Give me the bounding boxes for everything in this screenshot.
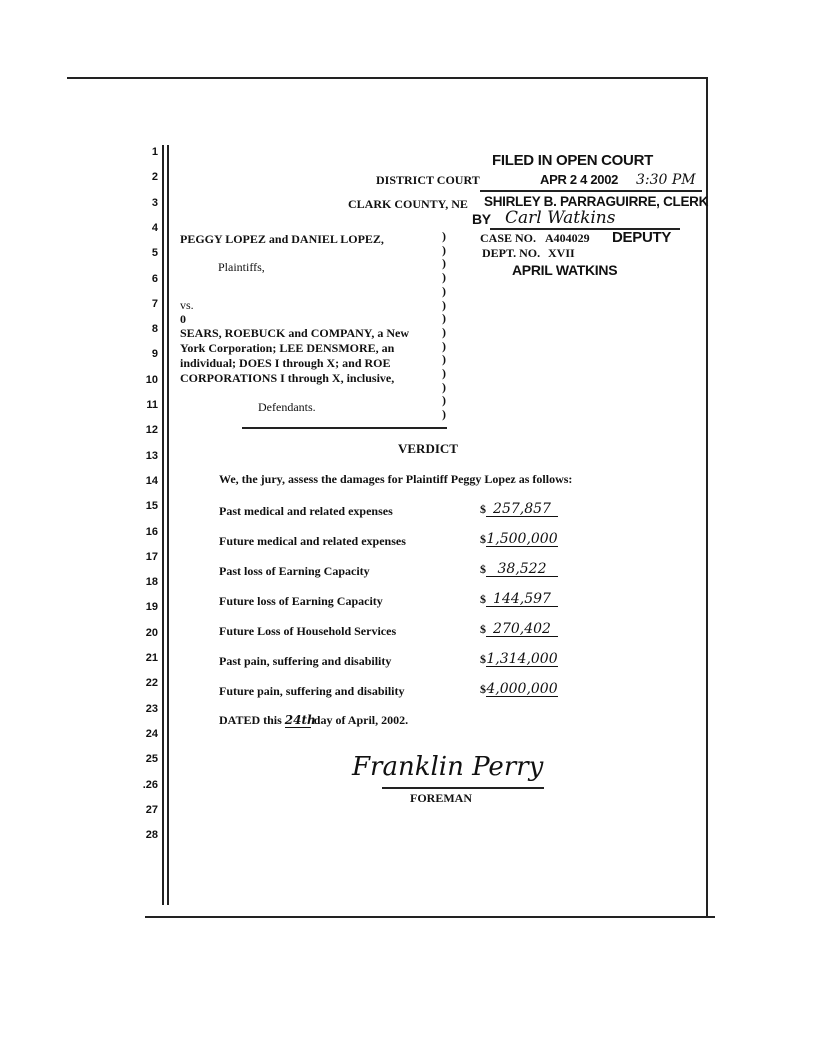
line-number: 7 — [151, 297, 158, 310]
line-number: 6 — [151, 272, 158, 285]
bottom-border — [145, 916, 715, 918]
paren: ) — [442, 270, 446, 285]
damage-amount — [480, 681, 558, 697]
line-number: 10 — [145, 373, 158, 386]
stamp-deputy-name: APRIL WATKINS — [512, 262, 618, 278]
line-number: 24 — [145, 727, 158, 740]
paren: ) — [442, 393, 446, 408]
damage-amount — [480, 561, 558, 577]
damage-label: Future loss of Earning Capacity — [219, 594, 383, 608]
damage-label: Future pain, suffering and disability — [219, 684, 405, 698]
plaintiffs-label: Plaintiffs, — [218, 260, 265, 274]
stamp-rule — [480, 190, 702, 192]
amount-value: 4,000,000 — [486, 681, 558, 697]
line-number: 1 — [151, 146, 158, 158]
amount-value: 1,314,000 — [486, 651, 558, 667]
amount-value: 270,402 — [486, 622, 558, 637]
line-number: 19 — [145, 601, 158, 614]
damage-amount — [480, 621, 558, 637]
amount-value: 1,500,000 — [486, 531, 558, 547]
line-number: 23 — [145, 702, 158, 715]
plaintiffs-names: PEGGY LOPEZ and DANIEL LOPEZ, — [180, 232, 384, 246]
defendant-line: individual; DOES I through X; and ROE — [180, 356, 391, 370]
damage-label: Future Loss of Household Services — [219, 624, 397, 638]
line-number: 17 — [145, 550, 158, 563]
county: CLARK COUNTY, NE — [348, 197, 468, 211]
currency-sign: $ — [480, 652, 486, 666]
clerk-signature: Carl Watkins — [505, 208, 616, 228]
damage-amount — [480, 531, 558, 547]
stamp-by: BY — [472, 211, 491, 227]
verdict-title: VERDICT — [398, 441, 458, 456]
damage-amount — [480, 501, 558, 517]
damage-label: Past pain, suffering and disability — [219, 654, 392, 668]
amount-value: 144,597 — [486, 592, 558, 607]
damage-label: Past medical and related expenses — [219, 504, 393, 518]
stamp-time: 3:30 PM — [636, 172, 696, 188]
damage-label: Past loss of Earning Capacity — [219, 564, 370, 578]
stamp-clerk: SHIRLEY B. PARRAGUIRRE, CLERK — [484, 194, 709, 209]
stamp-deputy: DEPUTY — [612, 229, 672, 246]
line-number: 20 — [145, 626, 158, 639]
case-no-label: CASE NO. — [480, 231, 537, 245]
paren: ) — [442, 297, 446, 312]
line-number: 25 — [145, 753, 158, 766]
line-number: 2 — [151, 171, 158, 184]
paren: ) — [442, 324, 446, 339]
foreman-rule — [382, 787, 544, 789]
top-border — [67, 77, 707, 79]
vs: vs. — [180, 298, 194, 312]
line-number: 18 — [145, 576, 158, 589]
stamp-date: APR 2 4 2002 — [540, 172, 619, 187]
paren: ) — [442, 283, 446, 298]
paren: ) — [442, 338, 446, 353]
line-number: 28 — [145, 829, 158, 842]
caption-rule — [242, 427, 447, 429]
line-number: 22 — [145, 677, 158, 690]
paren: ) — [442, 229, 446, 243]
currency-sign: $ — [480, 592, 486, 606]
damage-amount — [480, 591, 558, 607]
paren: ) — [442, 242, 446, 257]
paren: ) — [442, 366, 446, 380]
dated-suffix: day of April, 2002. — [313, 713, 409, 727]
filed-stamp: FILED IN OPEN COURT — [492, 152, 653, 169]
line-number: 4 — [151, 221, 158, 234]
line-number: 21 — [145, 652, 158, 664]
damage-amount — [480, 651, 558, 667]
damage-label: Future medical and related expenses — [219, 534, 406, 548]
paren: ) — [442, 407, 446, 422]
line-number: 14 — [145, 474, 158, 487]
foreman-label: FOREMAN — [410, 791, 472, 805]
defendant-line: SEARS, ROEBUCK and COMPANY, a New — [180, 326, 410, 340]
line-number: 5 — [151, 247, 158, 260]
defendant-line: York Corporation; LEE DENSMORE, an — [180, 341, 395, 355]
foreman-signature: Franklin Perry — [352, 752, 544, 782]
line-number: 11 — [146, 399, 158, 411]
dated-day: 24th — [284, 713, 316, 727]
paren: ) — [442, 311, 446, 326]
line-number: 9 — [151, 348, 158, 361]
line-number: 16 — [145, 525, 158, 538]
amount-value: 257,857 — [486, 502, 558, 517]
currency-sign: $ — [480, 502, 486, 516]
line-number: 27 — [145, 803, 158, 816]
currency-sign: $ — [480, 682, 486, 696]
defendants-label: Defendants. — [258, 400, 316, 414]
line-number: 15 — [145, 500, 158, 513]
verdict-intro: We, the jury, assess the damages for Plaintiff Peggy Lopez as follows: — [219, 472, 573, 486]
dated-prefix: DATED this — [219, 713, 282, 727]
currency-sign: $ — [480, 622, 486, 636]
dated-line — [219, 712, 408, 728]
line-number: 3 — [151, 196, 158, 209]
left-margin-line-2 — [167, 145, 169, 905]
line-number: .26 — [142, 778, 158, 791]
line-number: 13 — [145, 449, 158, 462]
line-number: 8 — [151, 323, 158, 336]
amount-value: 38,522 — [486, 562, 558, 577]
paren: ) — [442, 352, 446, 367]
line-number: 12 — [145, 424, 158, 437]
dept-label: DEPT. NO. — [482, 246, 541, 260]
paren: ) — [442, 379, 446, 394]
defendant-line: CORPORATIONS I through X, inclusive, — [180, 371, 395, 385]
currency-sign: $ — [480, 562, 486, 576]
left-margin-line — [162, 145, 164, 905]
case-no: A404029 — [545, 231, 590, 245]
paren: ) — [442, 256, 446, 271]
currency-sign: $ — [480, 532, 486, 546]
court-name: DISTRICT COURT — [376, 173, 480, 187]
zero: 0 — [180, 312, 186, 326]
dept-no: XVII — [548, 246, 575, 260]
